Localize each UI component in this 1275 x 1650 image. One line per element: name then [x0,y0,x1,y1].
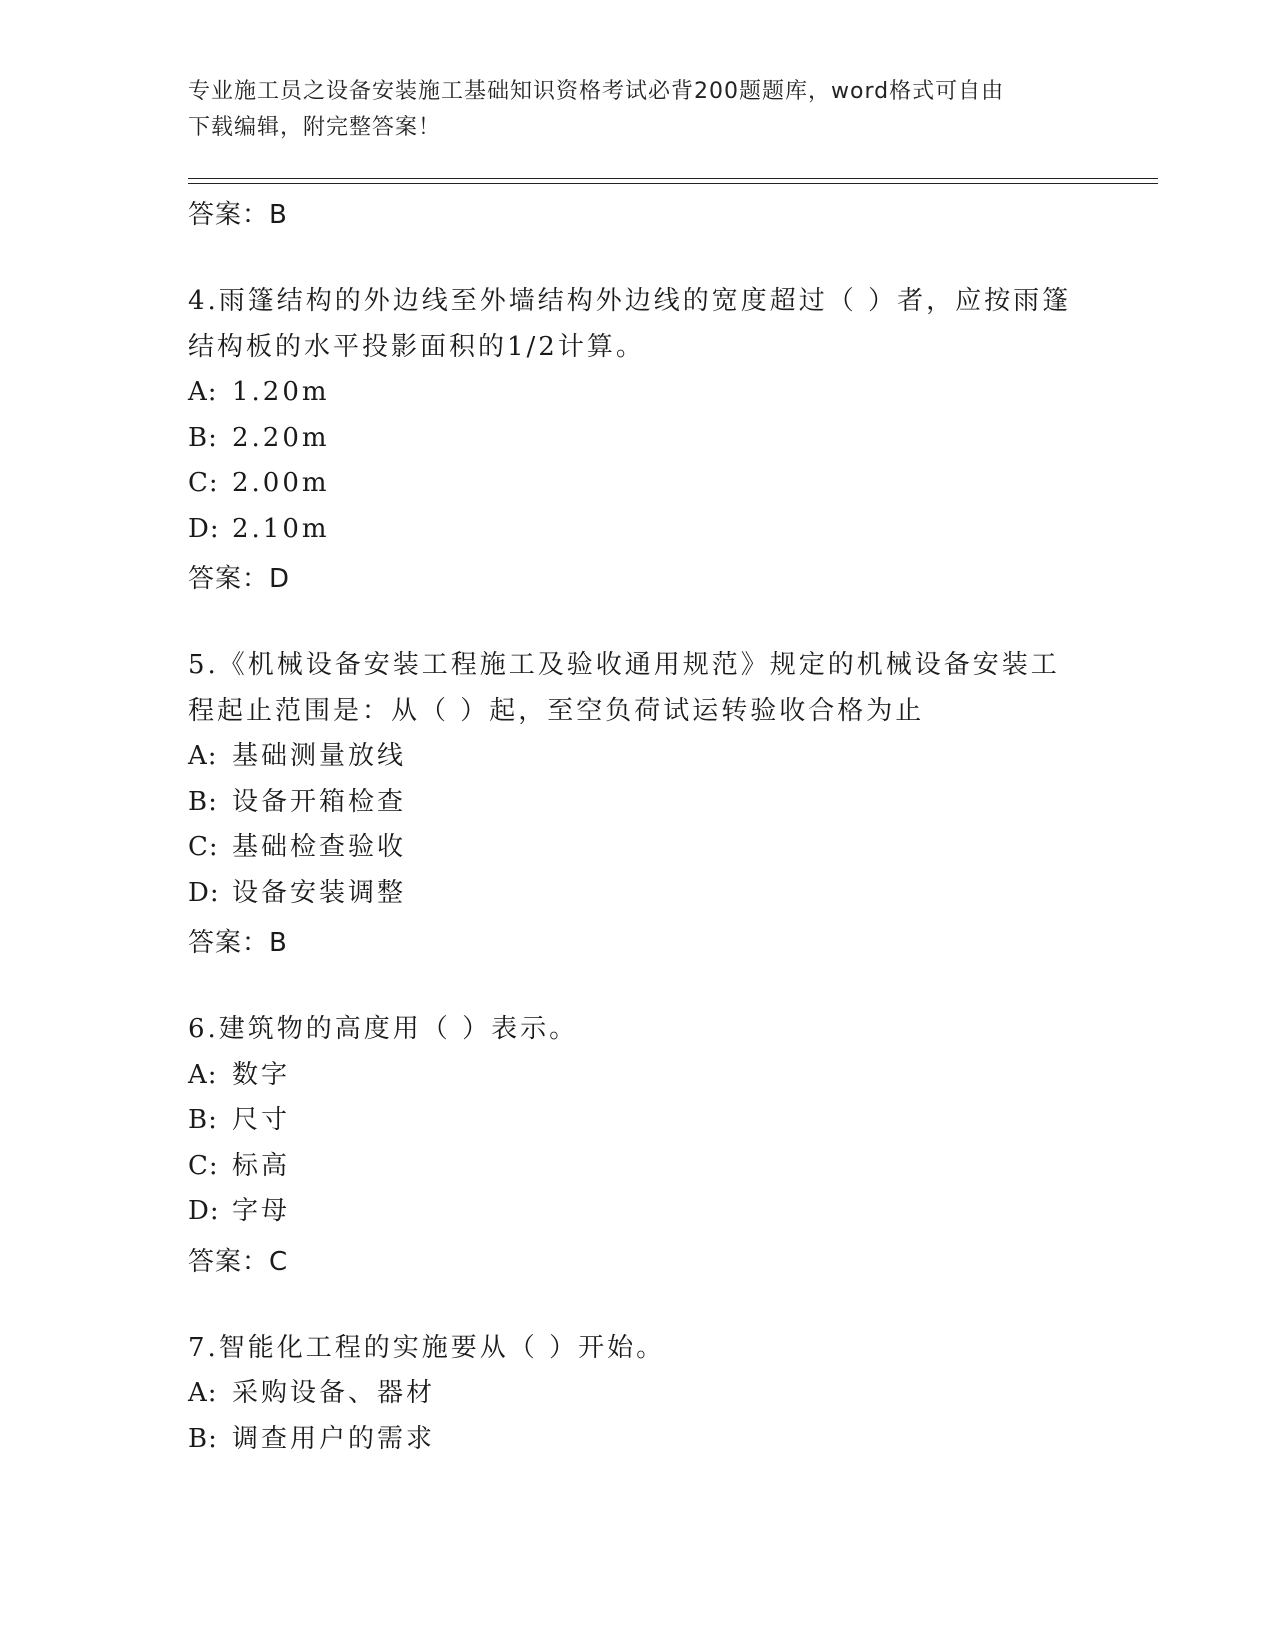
option-text: 2.00m [232,468,330,498]
option-c [188,461,1088,507]
question-stem [188,279,1088,370]
option-letter: B: [188,786,218,817]
option-letter: C: [188,468,219,498]
spacer [188,961,1088,1007]
question-block [188,1326,1088,1463]
header-divider-top [188,178,1158,179]
option-letter: A: [188,1378,218,1408]
page-header [188,74,1088,146]
answer-line: 答案：C [188,1246,289,1277]
option-letter: D: [188,877,220,908]
option-text: 字母 [232,1196,291,1226]
option-text: 设备安装调整 [232,877,407,908]
option-c [188,825,1088,871]
option-text: 2.20m [232,422,330,453]
question-stem-line: 结构板的水平投影面积的1/2计算。 [188,331,645,362]
option-a [188,370,1088,416]
question-block [188,643,1088,961]
option-d [188,507,1088,553]
option-letter: C: [188,1150,219,1181]
option-b [188,780,1088,826]
question-stem [188,1007,1088,1053]
option-text: 采购设备、器材 [232,1378,436,1408]
option-text: 2.10m [232,513,330,544]
option-b [188,416,1088,462]
option-letter: D: [188,1196,220,1226]
question-stem-line: 程起止范围是：从（ ）起，至空负荷试运转验收合格为止 [188,695,925,726]
option-a [188,1053,1088,1099]
option-text: 设备开箱检查 [232,786,407,817]
option-text: 数字 [232,1059,291,1090]
question-block [188,279,1088,597]
question-list [188,188,1088,1462]
question-stem-line: 7.智能化工程的实施要从（ ）开始。 [188,1332,666,1363]
answer-line: 答案：D [188,564,291,594]
header-title-line-2: 下载编辑，附完整答案！ [188,115,442,140]
question-stem-line: 4.雨篷结构的外边线至外墙结构外边线的宽度超过（ ）者，应按雨篷 [188,286,1072,316]
option-b [188,1098,1088,1144]
option-letter: C: [188,832,219,862]
spacer [188,233,1088,279]
option-text: 尺寸 [232,1105,291,1135]
option-letter: B: [188,422,218,453]
option-c [188,1144,1088,1190]
answer-line: 答案：B [188,200,288,230]
option-letter: A: [188,1059,218,1090]
option-letter: A: [188,741,218,771]
answer-line: 答案：B [188,928,288,958]
header-divider-bottom [188,183,1158,184]
question-stem [188,643,1088,734]
option-a [188,1371,1088,1417]
header-title-line-1: 专业施工员之设备安装施工基础知识资格考试必背200题题库，word格式可自由 [188,79,1005,104]
option-b [188,1417,1088,1463]
option-text: 标高 [232,1150,291,1181]
option-text: 基础测量放线 [232,741,407,771]
option-d [188,1189,1088,1235]
option-letter: B: [188,1423,218,1454]
option-letter: B: [188,1105,218,1135]
question-stem-line: 5.《机械设备安装工程施工及验收通用规范》规定的机械设备安装工 [188,650,1060,680]
option-letter: A: [188,377,218,407]
question-block [188,1007,1088,1280]
spacer [188,597,1088,643]
option-letter: D: [188,513,220,544]
option-text: 调查用户的需求 [232,1423,436,1454]
question-stem-line: 6.建筑物的高度用（ ）表示。 [188,1014,579,1044]
question-stem [188,1326,1088,1372]
option-text: 1.20m [232,377,330,407]
option-a [188,734,1088,780]
spacer [188,1280,1088,1326]
option-text: 基础检查验收 [232,832,407,862]
option-d [188,871,1088,917]
